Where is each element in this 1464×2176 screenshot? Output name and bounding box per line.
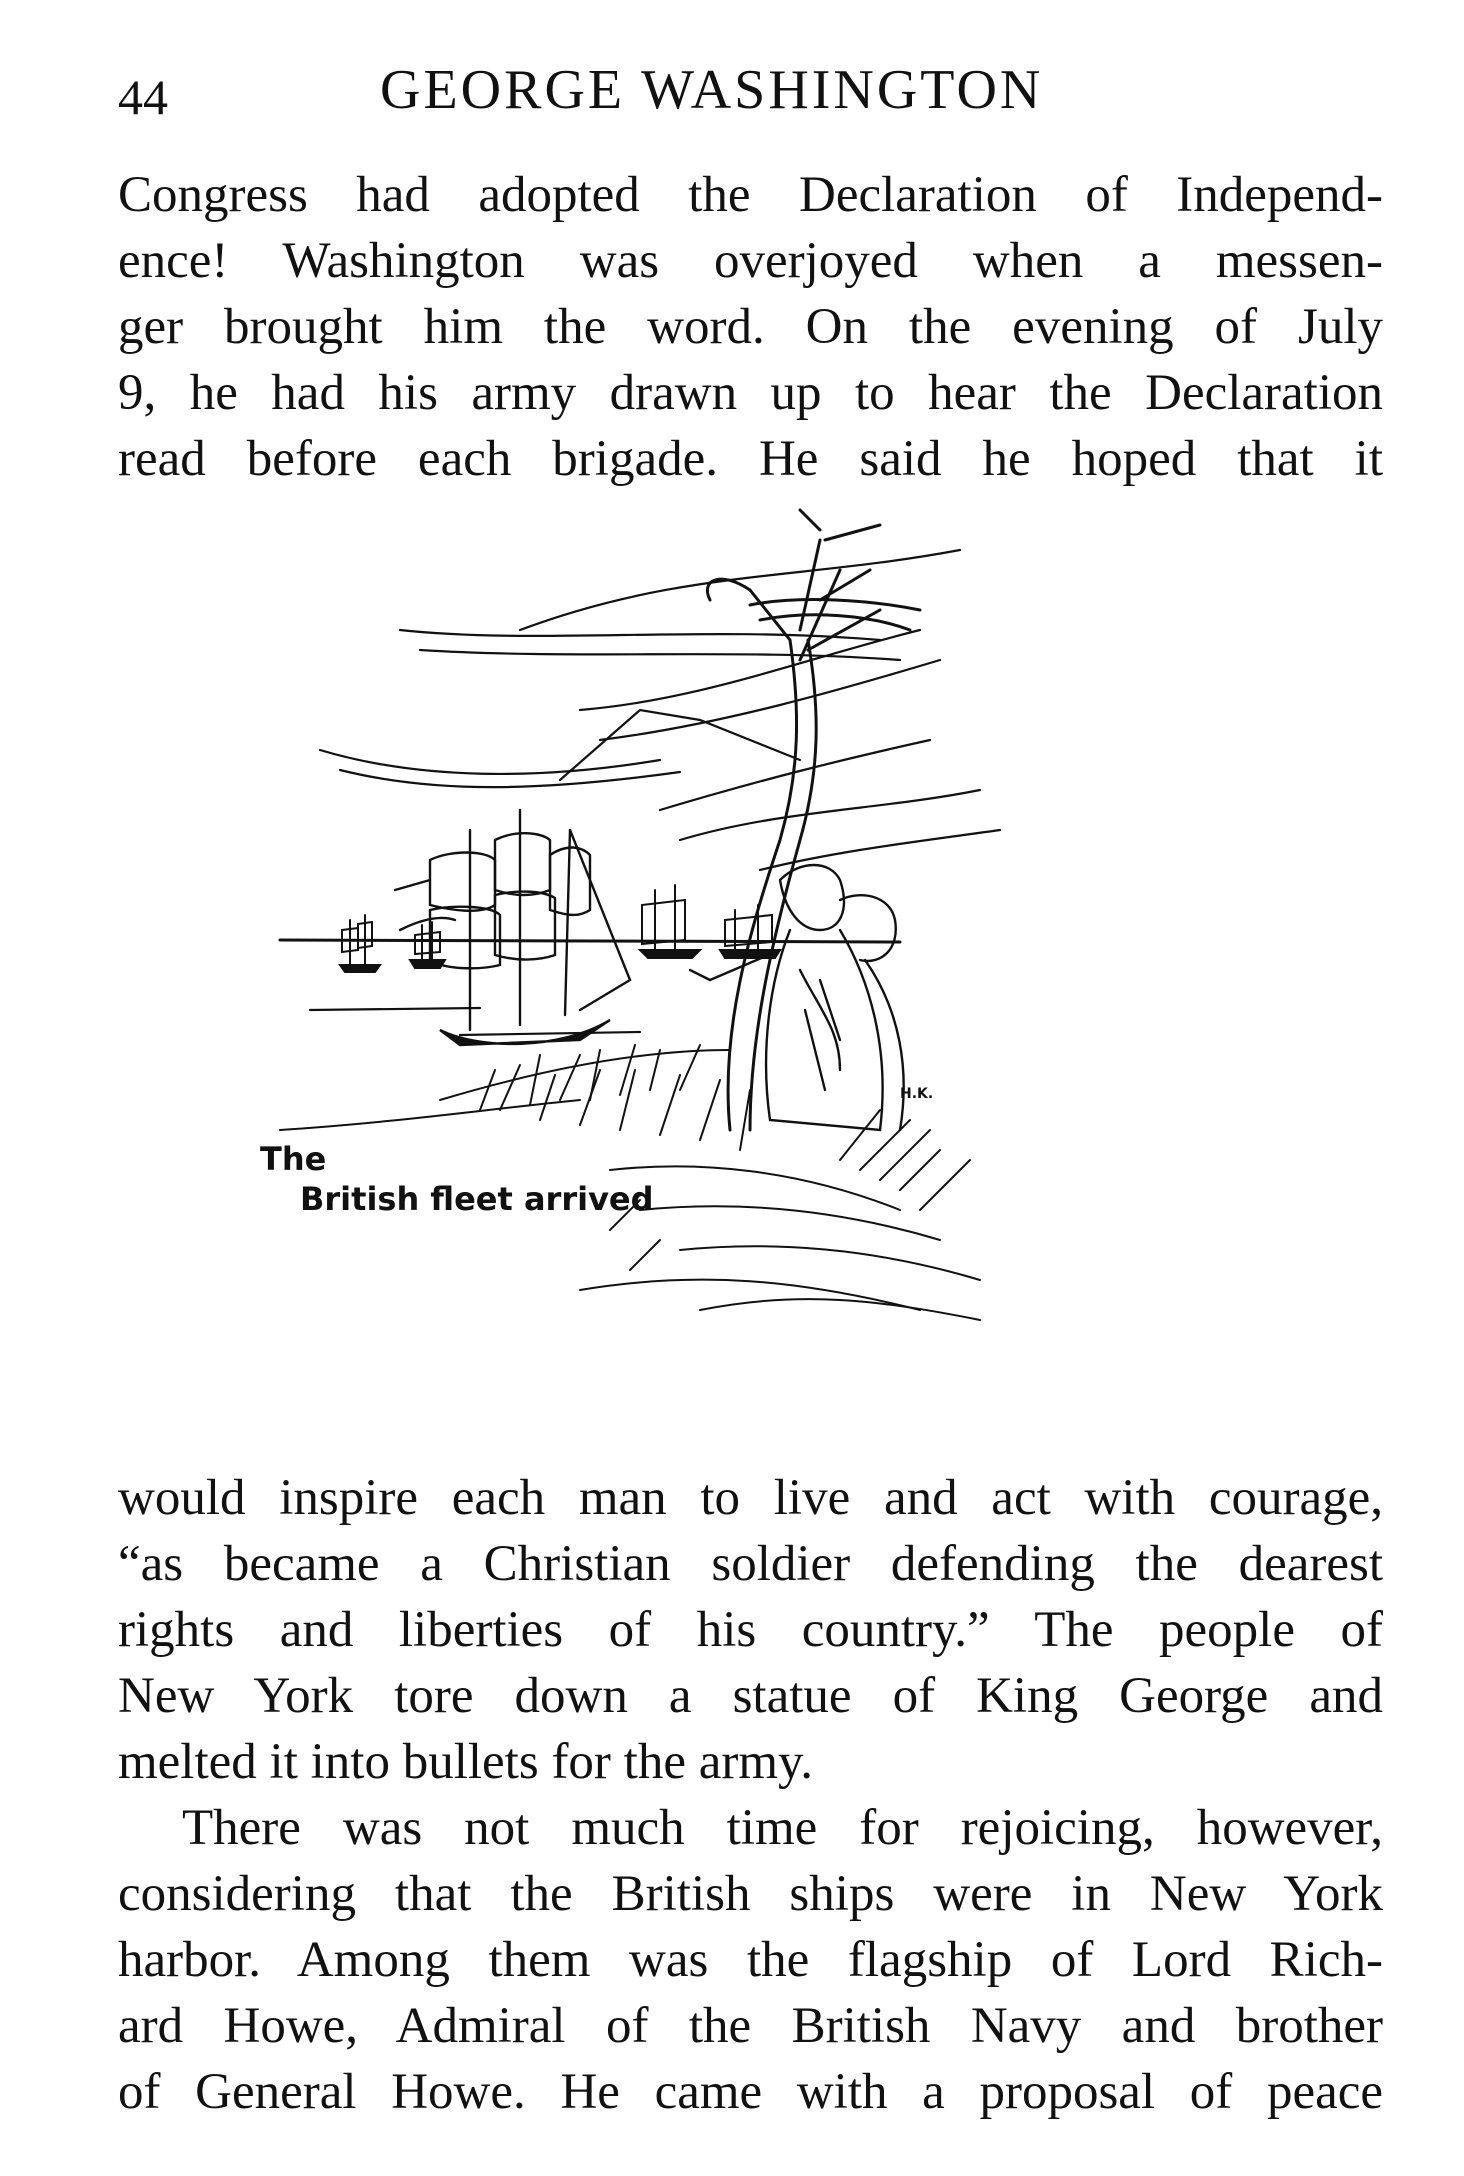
text-line: rights and liberties of his country.” The people of <box>118 1602 1383 1658</box>
text-line: ger brought him the word. On the evening of July <box>118 299 1383 355</box>
paragraph-next <box>118 1795 1383 2125</box>
text-line: melted it into bullets for the army. <box>118 1734 813 1790</box>
text-line: There was not much time for rejoicing, however, <box>182 1800 1383 1856</box>
text-line: would inspire each man to live and act with courage, <box>118 1470 1383 1526</box>
text-line: ence! Washington was overjoyed when a messen- <box>118 233 1383 289</box>
paragraph-bottom <box>118 1465 1383 1795</box>
text-line: read before each brigade. He said he hoped that it <box>118 431 1383 487</box>
page-number: 44 <box>118 69 168 125</box>
text-line: considering that the British ships were in New York <box>118 1866 1383 1922</box>
paragraph-top <box>118 162 1383 492</box>
running-title: GEORGE WASHINGTON <box>380 59 1044 121</box>
text-line: harbor. Among them was the flagship of Lord Rich- <box>118 1932 1383 1988</box>
illustrator-signature: H.K. <box>900 1086 934 1102</box>
text-line: 9, he had his army drawn up to hear the Declaration <box>118 365 1383 421</box>
caption-line-1: The <box>260 1140 327 1178</box>
text-line: ard Howe, Admiral of the British Navy and brother <box>118 1998 1383 2054</box>
british-fleet-illustration <box>260 510 1280 1420</box>
text-line: “as became a Christian soldier defending the dearest <box>118 1536 1383 1592</box>
text-line: Congress had adopted the Declaration of Independ- <box>118 167 1383 223</box>
page-header <box>0 50 1464 140</box>
text-line: of General Howe. He came with a proposal of peace <box>118 2064 1383 2120</box>
caption-line-2: British fleet arrived <box>300 1180 654 1218</box>
text-line: New York tore down a statue of King George and <box>118 1668 1383 1724</box>
